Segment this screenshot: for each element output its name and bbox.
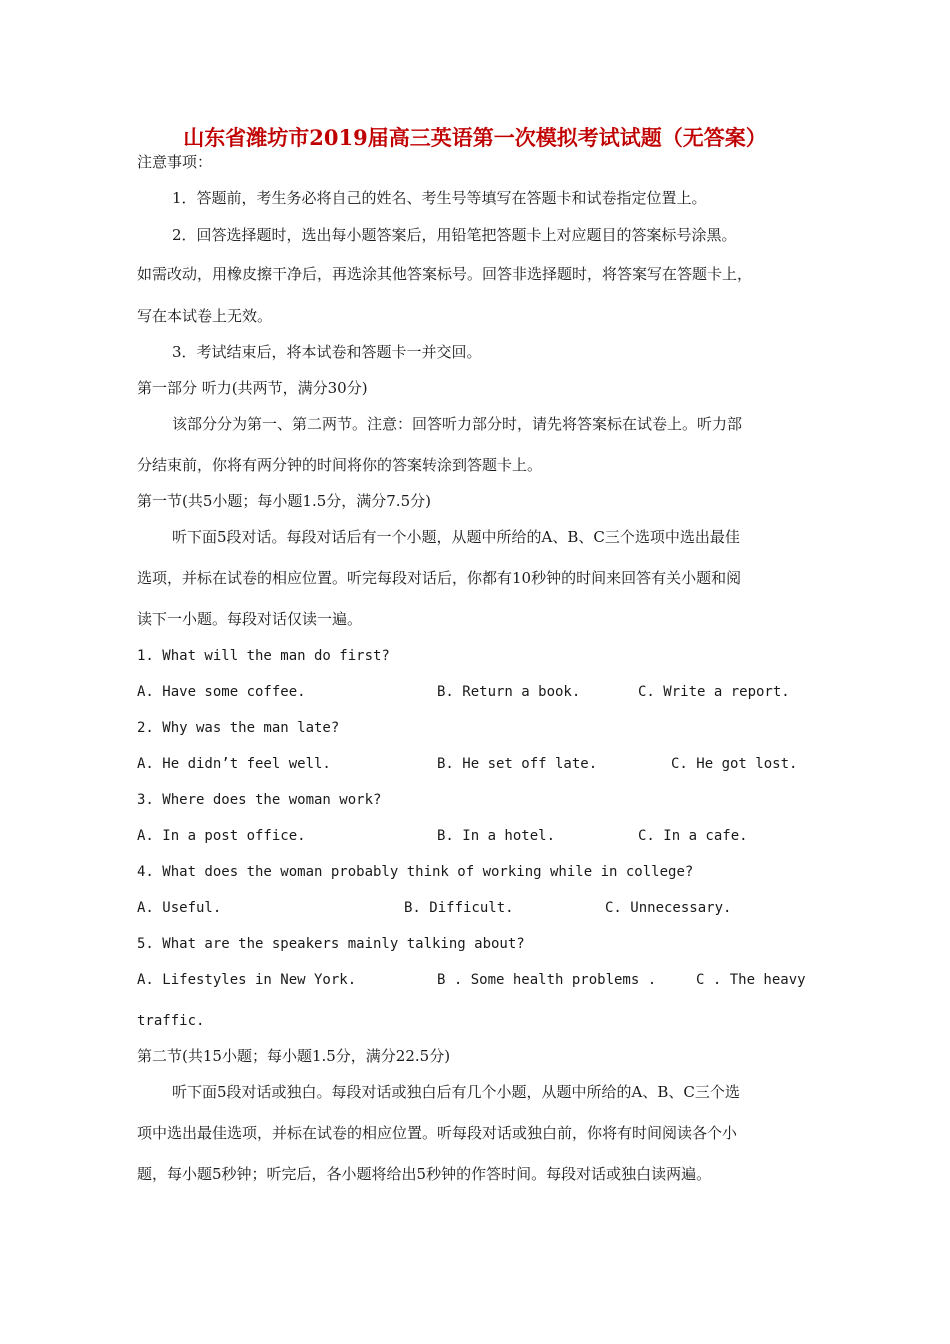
question-4-stem: 4. What does the woman probably think of working while in college? xyxy=(137,864,694,880)
section1-heading: 第一节(共5小题；每小题1.5分，满分7.5分) xyxy=(137,492,431,510)
section2-heading: 第二节(共15小题；每小题1.5分，满分22.5分) xyxy=(137,1047,451,1065)
question-2-option-b: B. He set off late. xyxy=(437,756,598,772)
question-3-stem: 3. Where does the woman work? xyxy=(137,792,382,808)
question-3-option-c: C. In a cafe. xyxy=(638,828,748,844)
question-4-option-a: A. Useful. xyxy=(137,900,222,916)
notice-item-2-line-3: 写在本试卷上无效。 xyxy=(137,307,273,325)
question-5-option-c-continued: traffic. xyxy=(137,1013,205,1029)
question-2-option-a: A. He didn’t feel well. xyxy=(137,756,331,772)
question-3-option-b: B. In a hotel. xyxy=(437,828,556,844)
question-5-option-a: A. Lifestyles in New York. xyxy=(137,972,357,988)
part1-intro-line-1: 该部分分为第一、第二两节。注意：回答听力部分时，请先将答案标在试卷上。听力部 xyxy=(172,415,743,433)
notice-item-2-line-2: 如需改动，用橡皮擦干净后，再选涂其他答案标号。回答非选择题时，将答案写在答题卡上， xyxy=(137,265,753,283)
notice-item-3: 3．考试结束后，将本试卷和答题卡一并交回。 xyxy=(172,343,482,361)
section1-intro-line-3: 读下一小题。每段对话仅读一遍。 xyxy=(137,610,363,628)
question-1-stem: 1. What will the man do first? xyxy=(137,648,390,664)
section2-intro-line-3: 题，每小题5秒钟；听完后，各小题将给出5秒钟的作答时间。每段对话或独白读两遍。 xyxy=(137,1165,712,1183)
part1-heading: 第一部分 听力(共两节，满分30分) xyxy=(137,379,368,397)
question-3-option-a: A. In a post office. xyxy=(137,828,306,844)
question-2-option-c: C. He got lost. xyxy=(671,756,798,772)
question-1-option-a: A. Have some coffee. xyxy=(137,684,306,700)
section1-intro-line-1: 听下面5段对话。每段对话后有一个小题，从题中所给的A、B、C三个选项中选出最佳 xyxy=(172,528,740,546)
question-5-option-b: B . Some health problems . xyxy=(437,972,657,988)
notice-item-2-line-1: 2．回答选择题时，选出每小题答案后，用铅笔把答题卡上对应题目的答案标号涂黑。 xyxy=(172,226,737,244)
page-title: 山东省潍坊市2019届高三英语第一次模拟考试试题（无答案） xyxy=(183,125,767,150)
question-1-option-c: C. Write a report. xyxy=(638,684,790,700)
notice-item-1: 1．答题前，考生务必将自己的姓名、考生号等填写在答题卡和试卷指定位置上。 xyxy=(172,189,707,207)
question-4-option-b: B. Difficult. xyxy=(404,900,514,916)
section1-intro-line-2: 选项，并标在试卷的相应位置。听完每段对话后，你都有10秒钟的时间来回答有关小题和阅 xyxy=(137,569,742,587)
question-1-option-b: B. Return a book. xyxy=(437,684,581,700)
question-2-stem: 2. Why was the man late? xyxy=(137,720,340,736)
section2-intro-line-2: 项中选出最佳选项，并标在试卷的相应位置。听每段对话或独白前，你将有时间阅读各个小 xyxy=(137,1124,738,1142)
part1-intro-line-2: 分结束前，你将有两分钟的时间将你的答案转涂到答题卡上。 xyxy=(137,456,543,474)
question-5-option-c: C . The heavy xyxy=(696,972,806,988)
section2-intro-line-1: 听下面5段对话或独白。每段对话或独白后有几个小题，从题中所给的A、B、C三个选 xyxy=(172,1083,740,1101)
question-5-stem: 5. What are the speakers mainly talking about? xyxy=(137,936,525,952)
notice-heading: 注意事项： xyxy=(137,153,213,171)
question-4-option-c: C. Unnecessary. xyxy=(605,900,732,916)
